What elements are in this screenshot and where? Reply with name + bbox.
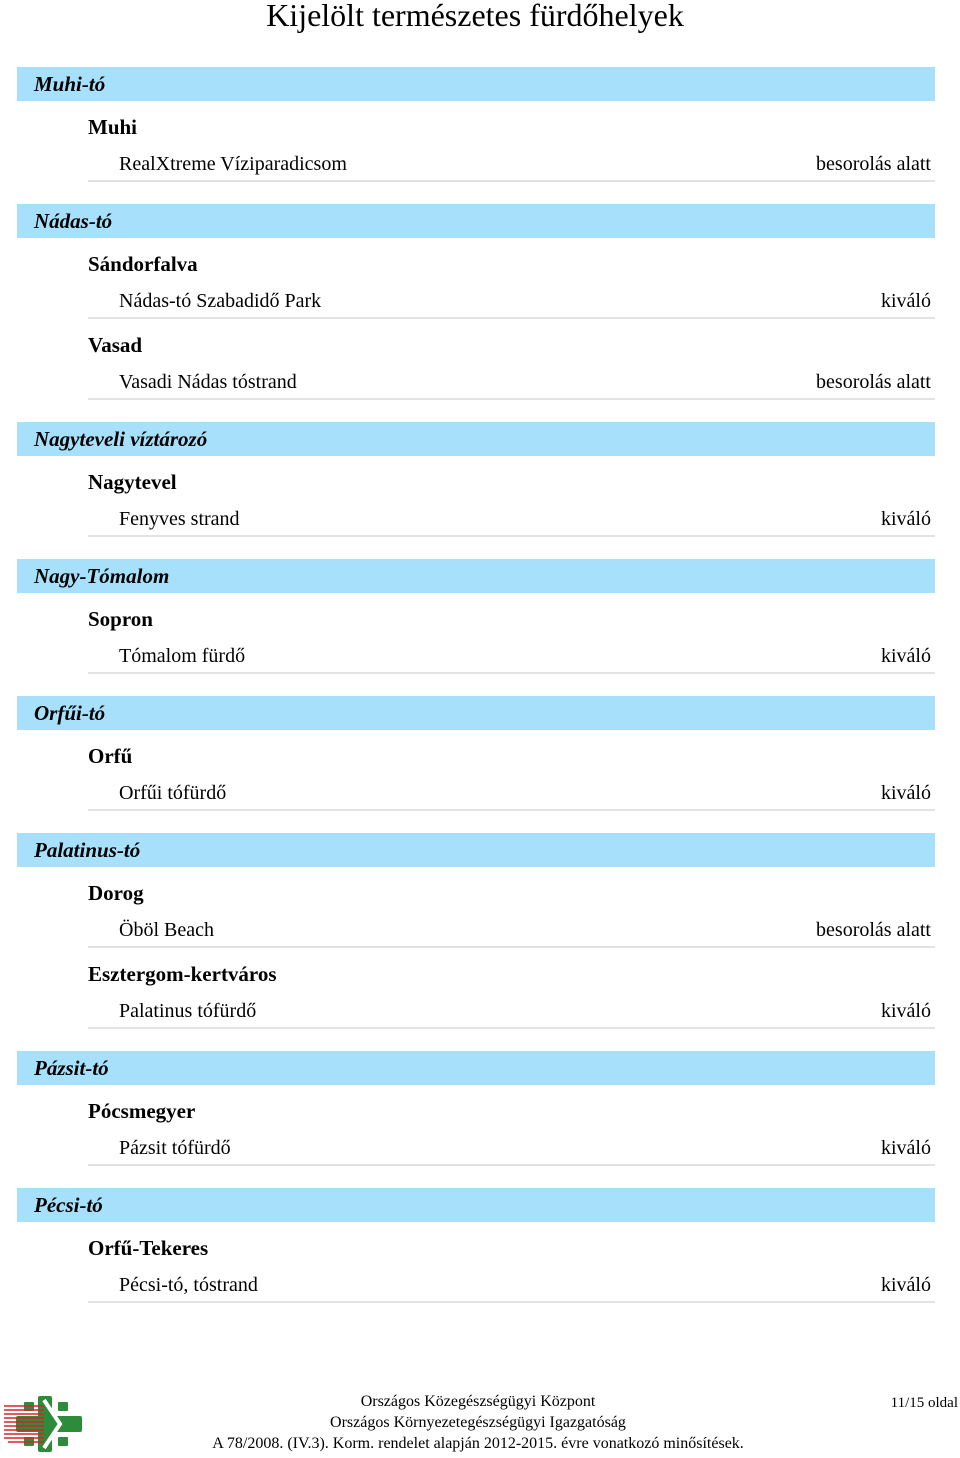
beach-row (88, 639, 935, 674)
lake-list (17, 67, 935, 1325)
city-name: Muhi (88, 115, 138, 139)
beach-rating: kiváló (881, 508, 931, 530)
beach-name: Tómalom fürdő (119, 645, 246, 667)
lake-section (17, 833, 935, 1029)
lake-header: Orfűi-tó (17, 696, 935, 730)
page-title: Kijelölt természetes fürdőhelyek (266, 0, 684, 33)
city-name: Dorog (88, 881, 144, 905)
lake-section (17, 1188, 935, 1303)
footer-directorate: Országos Környezetegészségügyi Igazgatóság (330, 1414, 626, 1431)
beach-row (88, 1131, 935, 1166)
beach-row (88, 776, 935, 811)
beach-rating: besorolás alatt (816, 371, 931, 393)
beach-name: Orfűi tófürdő (119, 782, 227, 804)
beach-name: Fenyves strand (119, 508, 240, 530)
lake-header: Pécsi-tó (17, 1188, 935, 1222)
beach-rating: kiváló (881, 290, 931, 312)
lake-section (17, 1051, 935, 1166)
footer-org: Országos Közegészségügyi Központ (360, 1393, 596, 1410)
beach-rating: kiváló (881, 1137, 931, 1159)
beach-name: Pázsit tófürdő (119, 1137, 231, 1159)
beach-name: Pécsi-tó, tóstrand (119, 1274, 258, 1296)
beach-row (88, 147, 935, 182)
beach-name: RealXtreme Víziparadicsom (119, 153, 347, 175)
beach-row (88, 502, 935, 537)
city-name: Sándorfalva (88, 252, 198, 276)
page-number: 11/15 oldal (890, 1395, 958, 1411)
beach-name: Vasadi Nádas tóstrand (119, 371, 297, 393)
lake-section (17, 422, 935, 537)
lake-header: Nádas-tó (17, 204, 935, 238)
city-name: Orfű-Tekeres (88, 1236, 209, 1260)
lake-section (17, 204, 935, 400)
beach-rating: kiváló (881, 1000, 931, 1022)
beach-name: Nádas-tó Szabadidő Park (119, 290, 322, 312)
lake-header: Muhi-tó (17, 67, 935, 101)
footer-info (160, 1391, 796, 1454)
beach-name: Palatinus tófürdő (119, 1000, 257, 1022)
footer-regulation: A 78/2008. (IV.3). Korm. rendelet alapján 2012-2015. évre vonatkozó minősítések. (212, 1435, 744, 1452)
lake-header: Palatinus-tó (17, 833, 935, 867)
lake-section (17, 559, 935, 674)
oki-logo-icon (4, 1396, 86, 1452)
lake-section (17, 696, 935, 811)
lake-header: Pázsit-tó (17, 1051, 935, 1085)
beach-rating: kiváló (881, 645, 931, 667)
beach-row (88, 284, 935, 319)
beach-row (88, 365, 935, 400)
lake-header: Nagy-Tómalom (17, 559, 935, 593)
beach-rating: kiváló (881, 782, 931, 804)
beach-rating: kiváló (881, 1274, 931, 1296)
city-name: Esztergom-kertváros (88, 962, 277, 986)
lake-section (17, 67, 935, 182)
beach-rating: besorolás alatt (816, 153, 931, 175)
city-name: Nagytevel (88, 470, 177, 494)
lake-header: Nagyteveli víztározó (17, 422, 935, 456)
city-name: Vasad (88, 333, 143, 357)
beach-row (88, 994, 935, 1029)
beach-name: Öböl Beach (119, 919, 214, 941)
beach-rating: besorolás alatt (816, 919, 931, 941)
city-name: Sopron (88, 607, 153, 631)
beach-row (88, 1268, 935, 1303)
city-name: Pócsmegyer (88, 1099, 196, 1123)
city-name: Orfű (88, 744, 133, 768)
beach-row (88, 913, 935, 948)
